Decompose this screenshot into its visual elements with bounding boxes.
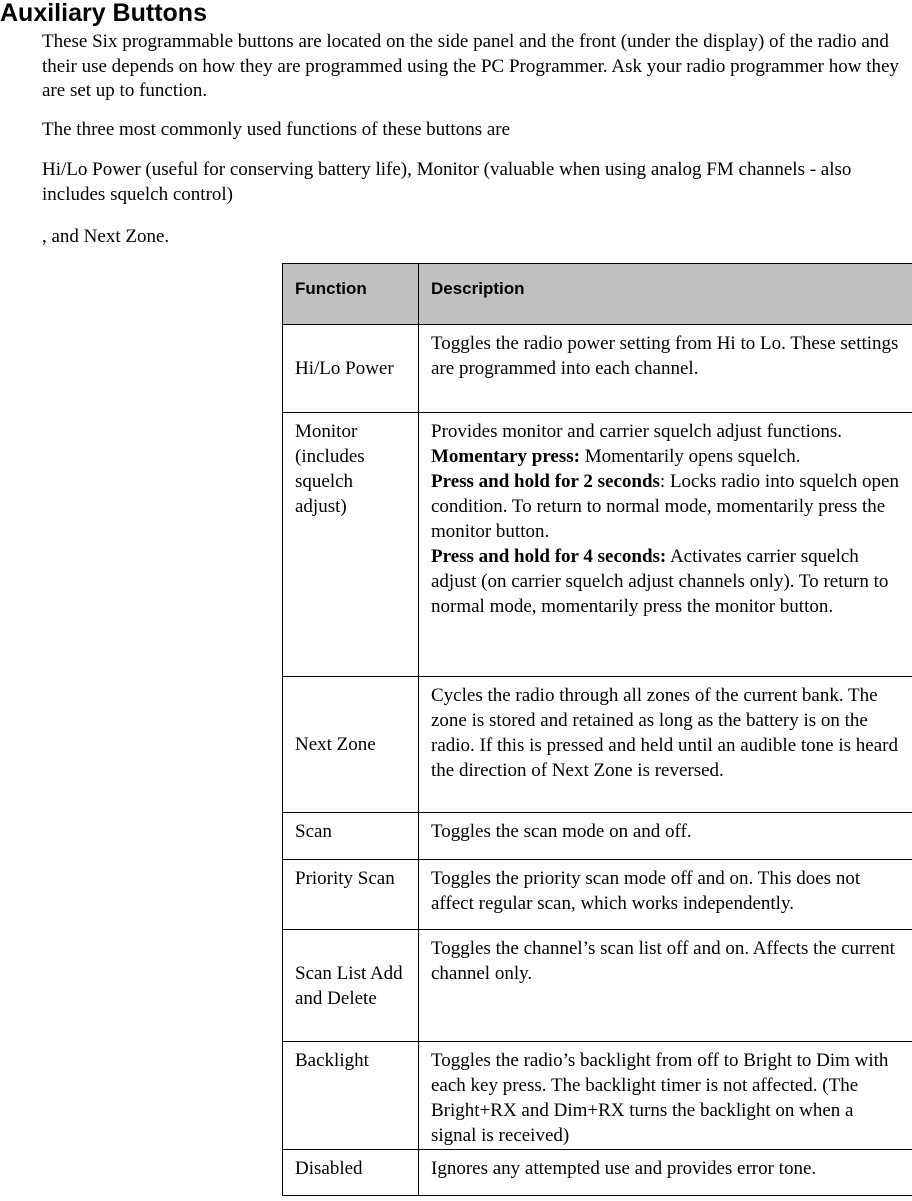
description-item-label: Press and hold for 4 seconds: xyxy=(431,546,667,567)
description-item-text: Momentarily opens squelch. xyxy=(579,446,801,467)
function-column-header: Function xyxy=(283,264,419,325)
function-name-cell: Disabled xyxy=(283,1150,419,1196)
table-row xyxy=(283,1150,912,1196)
function-name-cell: Monitor (includes squelch adjust) xyxy=(283,413,419,677)
description-item xyxy=(431,469,902,544)
function-name-cell xyxy=(283,677,419,813)
description-intro: Provides monitor and carrier squelch adjust functions. xyxy=(431,421,843,442)
description-item xyxy=(431,444,902,469)
function-name: Scan List Add and Delete xyxy=(295,963,403,1009)
function-name-cell xyxy=(283,930,419,1042)
description-cell: Toggles the radio’s backlight from off to Bright to Dim with each key press. The backlight timer is not affected. (The Bright+RX and Dim+RX turns the backlight on when a signal is received) xyxy=(419,1042,912,1150)
functions-lead-paragraph: The three most commonly used functions of these buttons are xyxy=(42,119,511,140)
description-column-header: Description xyxy=(419,264,912,325)
description-cell: Ignores any attempted use and provides error tone. xyxy=(419,1150,912,1196)
table-row xyxy=(283,860,912,930)
description-item-label: Momentary press: xyxy=(431,446,580,467)
function-name: Hi/Lo Power xyxy=(295,358,394,379)
intro-paragraph: These Six programmable buttons are located on the side panel and the front (under the display) of the radio and their use depends on how they are programmed using the PC Programmer. Ask your radio programmer how they are set up to function. xyxy=(42,31,899,101)
table-row xyxy=(283,930,912,1042)
description-item-text: Activates carrier squelch adjust (on carrier squelch adjust channels only). To return to normal mode, momentarily press the monitor button. xyxy=(431,546,889,617)
table-row xyxy=(283,413,912,677)
description-cell: Toggles the priority scan mode off and on. This does not affect regular scan, which works independently. xyxy=(419,860,912,930)
description-item-text: : Locks radio into squelch open condition. To return to normal mode, momentarily press the monitor button. xyxy=(431,471,899,542)
function-table xyxy=(282,263,912,1196)
functions-tail-paragraph: , and Next Zone. xyxy=(42,226,170,247)
description-cell: Toggles the radio power setting from Hi to Lo. These settings are programmed into each channel. xyxy=(419,325,912,413)
function-name: Next Zone xyxy=(295,734,376,755)
table-row xyxy=(283,1042,912,1150)
table-header-row xyxy=(283,264,912,325)
function-name-cell: Priority Scan xyxy=(283,860,419,930)
table-row xyxy=(283,325,912,413)
description-item xyxy=(431,544,902,619)
functions-list-paragraph: Hi/Lo Power (useful for conserving battery life), Monitor (valuable when using analog FM channels - also includes squelch control) xyxy=(42,159,852,205)
table-row xyxy=(283,677,912,813)
description-cell xyxy=(419,413,912,677)
function-name-cell xyxy=(283,325,419,413)
description-cell: Toggles the channel’s scan list off and on. Affects the current channel only. xyxy=(419,930,912,1042)
table-row xyxy=(283,813,912,860)
description-item-label: Press and hold for 2 seconds xyxy=(431,471,660,492)
function-name-cell: Backlight xyxy=(283,1042,419,1150)
description-cell: Toggles the scan mode on and off. xyxy=(419,813,912,860)
description-cell: Cycles the radio through all zones of the current bank. The zone is stored and retained as long as the battery is on the radio. If this is pressed and held until an audible tone is heard the direction of Next Zone is reversed. xyxy=(419,677,912,813)
page-heading: Auxiliary Buttons xyxy=(0,0,207,27)
function-name-cell: Scan xyxy=(283,813,419,860)
